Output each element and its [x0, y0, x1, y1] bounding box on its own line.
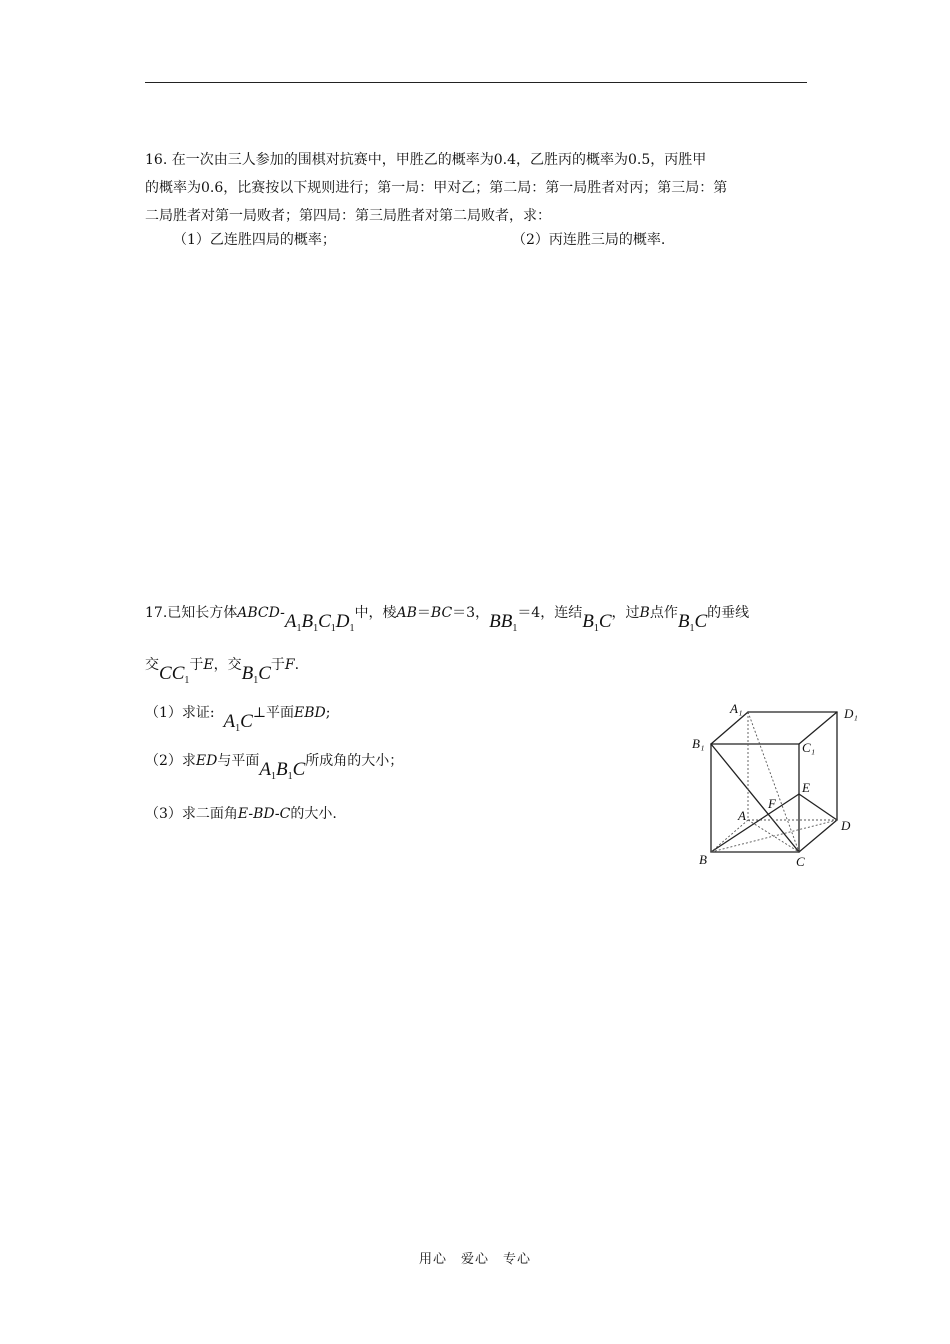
label-e: E	[802, 780, 810, 795]
header-rule	[145, 82, 807, 83]
q16-line-1: 16. 在一次由三人参加的围棋对抗赛中，甲胜乙的概率为0.4，乙胜丙的概率为0.5，丙胜甲	[145, 152, 707, 168]
math-b1c: $B_1C$	[677, 611, 708, 634]
q17-subquestion-1: （1）求证: $A_1C\perp$平面EBD;	[145, 698, 330, 733]
math-bb1: $BB_1$	[489, 611, 518, 634]
math-a1b1c1d1: $A_1B_1C_1D_1$	[284, 611, 355, 634]
label-f: F	[768, 796, 776, 811]
label-b1: B₁	[692, 736, 705, 751]
q17-ab: AB	[396, 605, 417, 621]
q17-line-1: 17.已知长方体ABCD-$A_1B_1C_1D_1$中，棱AB＝BC＝3，$BB_1=4$，连结$B_1C$，过B点作$B_1C$的垂线	[145, 598, 749, 633]
q17-text: ＝4，连结	[517, 605, 583, 621]
q17-text: 中，棱	[354, 605, 397, 621]
label-d: D	[841, 818, 851, 833]
q16-line-2: 的概率为0.6，比赛按以下规则进行；第一局：甲对乙；第二局：第一局胜者对丙；第三局：第	[145, 180, 728, 196]
q17-subquestion-3: （3）求二面角E-BD-C的大小.	[145, 806, 337, 822]
math-cc1: $CC_1$	[159, 663, 190, 686]
math-a1b1c: $A_1B_1C$	[259, 759, 306, 782]
q17-subquestion-2: （2）求ED与平面$A_1B_1C$所成角的大小；	[145, 746, 403, 781]
q16-subquestion-1: （1）乙连胜四局的概率；	[173, 232, 336, 248]
cuboid-diagram	[688, 694, 868, 874]
label-a: A	[738, 808, 746, 823]
q17-bc: BC	[430, 605, 453, 621]
q17-intro: 17.已知长方体	[145, 605, 238, 621]
q16-subquestion-2: （2）丙连胜三局的概率.	[512, 232, 666, 248]
math-b1c: $B_1C$	[241, 663, 271, 686]
label-d1: D₁	[844, 706, 858, 721]
q16-line-3: 二局胜者对第一局败者；第四局：第三局胜者对第二局败者，求：	[145, 208, 551, 224]
page-footer: 用心 爱心 专心	[418, 1252, 532, 1267]
label-c: C	[796, 854, 805, 869]
math-a1c: $A_1C$	[223, 711, 253, 734]
label-b: B	[699, 852, 707, 867]
q17-abcd: ABCD-	[237, 605, 285, 621]
label-c1: C₁	[802, 740, 816, 755]
q17-line-2: 交$CC_1$于E，交$B_1C$于F.	[145, 650, 299, 685]
label-a1: A₁	[730, 701, 743, 716]
math-b1c: $B_1C$	[582, 611, 612, 634]
